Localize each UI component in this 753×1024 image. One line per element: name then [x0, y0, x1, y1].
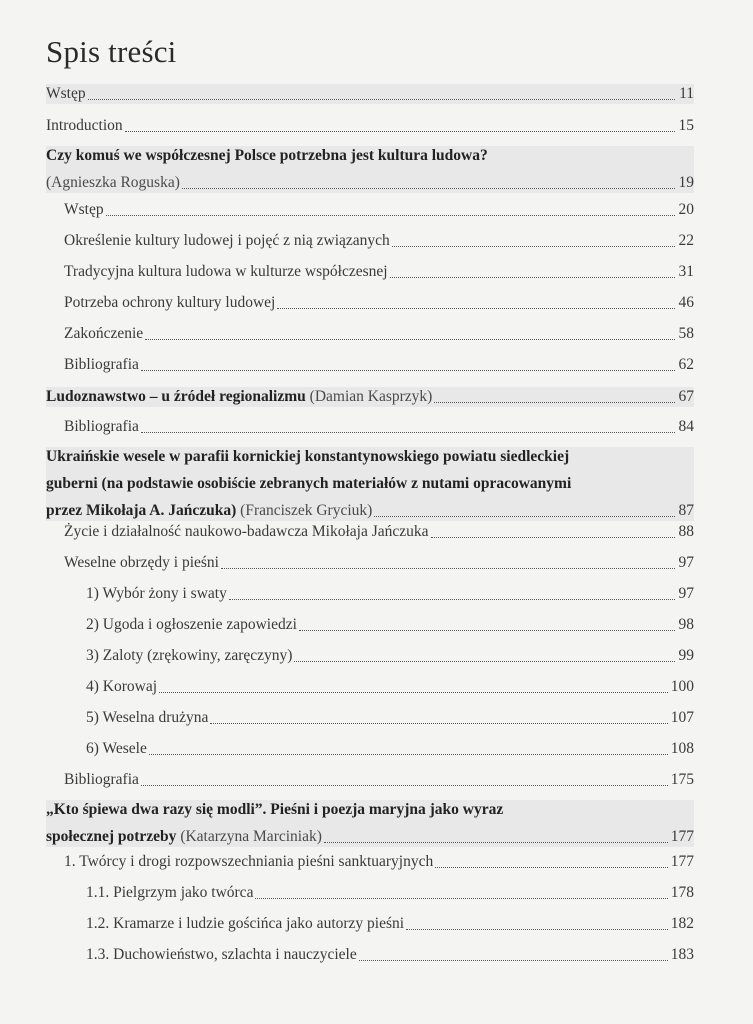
toc-entry-label: Zakończenie	[64, 325, 144, 342]
toc-page-number: 97	[678, 585, 694, 602]
toc-entry-row	[86, 883, 694, 903]
toc-entry-title-line: guberni (na podstawie osobiście zebranych materiałów z nutami opracowanymi	[46, 475, 572, 492]
toc-entry	[46, 84, 694, 104]
toc-entry	[46, 800, 694, 847]
toc-entry-author: (Damian Kasprzyk)	[309, 388, 433, 405]
dot-leader	[210, 713, 667, 724]
toc-entry	[46, 914, 694, 934]
toc-page-number: 177	[670, 828, 694, 845]
toc-entry-title	[46, 501, 372, 521]
toc-entry	[46, 770, 694, 790]
toc-entry-author: (Agnieszka Roguska)	[46, 174, 180, 191]
toc-entry-row	[64, 231, 694, 251]
toc-page-number: 31	[678, 263, 694, 280]
toc-entry-label: 5) Weselna drużyna	[86, 709, 209, 726]
dot-leader	[294, 651, 675, 662]
toc-entry-row	[64, 770, 694, 790]
toc-page-number: 20	[678, 201, 694, 218]
toc-entry-row	[46, 84, 694, 104]
toc-page-number: 19	[678, 174, 694, 191]
toc-entry-row	[64, 200, 694, 220]
toc-entry-label: Bibliografia	[64, 771, 139, 788]
toc-entry-row	[86, 677, 694, 697]
toc-entry	[46, 646, 694, 666]
dot-leader	[145, 329, 675, 340]
toc-entry-title	[46, 827, 322, 847]
dot-leader	[431, 527, 675, 538]
toc-entry	[46, 883, 694, 903]
toc-entry-row	[86, 646, 694, 666]
toc-entry-row	[86, 615, 694, 635]
toc-entry-title-text: społecznej potrzeby	[46, 828, 177, 845]
toc-entry-row	[86, 708, 694, 728]
dot-leader	[359, 950, 668, 961]
toc-page-number: 107	[670, 709, 694, 726]
dot-leader	[392, 236, 675, 247]
toc-entry-label: Życie i działalność naukowo-badawcza Mikołaja Jańczuka	[64, 523, 429, 540]
toc-entry-title-line: Czy komuś we współczesnej Polsce potrzebna jest kultura ludowa?	[46, 147, 488, 164]
toc-entry-label: Wstęp	[46, 85, 86, 102]
dot-leader	[141, 422, 675, 433]
toc-entry	[46, 116, 694, 136]
toc-entry	[46, 945, 694, 965]
toc-entry	[46, 200, 694, 220]
toc-entry-row	[64, 417, 694, 437]
dot-leader	[299, 620, 675, 631]
toc-entry	[46, 417, 694, 437]
toc-entry	[46, 852, 694, 872]
toc-entry-label: 1.1. Pielgrzym jako twórca	[86, 884, 254, 901]
dot-leader	[374, 506, 675, 517]
toc-entry-row	[64, 355, 694, 375]
dot-leader	[88, 89, 675, 100]
toc-entry-row	[64, 293, 694, 313]
toc-entry-row	[86, 945, 694, 965]
toc-page-number: 46	[678, 294, 694, 311]
dot-leader	[255, 888, 667, 899]
dot-leader	[324, 832, 668, 843]
toc-entry	[46, 324, 694, 344]
dot-leader	[125, 121, 675, 132]
toc-entry-row	[46, 827, 694, 847]
toc-entry-row	[64, 852, 694, 872]
dot-leader	[277, 298, 675, 309]
toc-entry	[46, 522, 694, 542]
toc-entry-title-line: „Kto śpiewa dwa razy się modli”. Pieśni i poezja maryjna jako wyraz	[46, 801, 504, 818]
toc-page-number: 175	[670, 771, 694, 788]
toc-page-number: 84	[678, 418, 694, 435]
toc-entry	[46, 677, 694, 697]
toc-entry-label: Potrzeba ochrony kultury ludowej	[64, 294, 276, 311]
toc-entry-row	[86, 914, 694, 934]
toc-page-number: 88	[678, 523, 694, 540]
toc-page-number: 67	[678, 388, 694, 405]
dot-leader	[229, 589, 675, 600]
toc-page-number: 62	[678, 356, 694, 373]
toc-entry	[46, 584, 694, 604]
dot-leader	[182, 178, 675, 189]
toc-entry-label: Określenie kultury ludowej i pojęć z nią związanych	[64, 232, 390, 249]
dot-leader	[390, 267, 675, 278]
toc-entry-author: (Franciszek Gryciuk)	[240, 502, 373, 519]
toc-page-number: 100	[670, 678, 694, 695]
toc-entry-title	[46, 173, 180, 193]
toc-entry	[46, 387, 694, 407]
toc-page-number: 182	[670, 915, 694, 932]
page-title: Spis treści	[46, 34, 177, 69]
dot-leader	[159, 682, 668, 693]
toc-page-number: 58	[678, 325, 694, 342]
toc-entry	[46, 739, 694, 759]
toc-entry	[46, 146, 694, 193]
toc-entry-row	[46, 116, 694, 136]
toc-entry	[46, 231, 694, 251]
toc-entry-title-line: Ukraińskie wesele w parafii kornickiej konstantynowskiego powiatu siedleckiej	[46, 448, 570, 465]
toc-entry-row	[64, 262, 694, 282]
dot-leader	[141, 360, 675, 371]
toc-entry-label: Wstęp	[64, 201, 104, 218]
toc-entry-label: 1.2. Kramarze i ludzie gościńca jako autorzy pieśni	[86, 915, 405, 932]
toc-entry	[46, 615, 694, 635]
toc-entry-label: Introduction	[46, 117, 123, 134]
dot-leader	[106, 205, 675, 216]
toc-page-number: 97	[678, 554, 694, 571]
toc-entry-title-text: Ludoznawstwo – u źródeł regionalizmu	[46, 388, 306, 405]
toc-entry	[46, 447, 694, 521]
toc-page-number: 177	[670, 853, 694, 870]
toc-entry-label: Bibliografia	[64, 356, 139, 373]
toc-entry-label: 3) Zaloty (zrękowiny, zaręczyny)	[86, 647, 293, 664]
toc-entry-label: 6) Wesele	[86, 740, 147, 757]
dot-leader	[434, 392, 675, 403]
toc-page-number: 11	[679, 85, 694, 102]
toc-entry-label: Tradycyjna kultura ludowa w kulturze współczesnej	[64, 263, 388, 280]
toc-entry-row	[64, 553, 694, 573]
toc-page-number: 99	[678, 647, 694, 664]
toc-entry-row	[46, 501, 694, 521]
toc-entry-label: 4) Korowaj	[86, 678, 158, 695]
dot-leader	[406, 919, 668, 930]
toc-entry	[46, 355, 694, 375]
toc-entry	[46, 293, 694, 313]
toc-entry-row	[64, 522, 694, 542]
toc-entry-label: 1. Twórcy i drogi rozpowszechniania pieśni sanktuaryjnych	[64, 853, 434, 870]
toc-entry-label: 1.3. Duchowieństwo, szlachta i nauczyciele	[86, 946, 357, 963]
toc-entry-row	[64, 324, 694, 344]
toc-entry-label: Bibliografia	[64, 418, 139, 435]
toc-entry-author: (Katarzyna Marciniak)	[180, 828, 322, 845]
toc-page-number: 87	[678, 502, 694, 519]
toc-entry	[46, 708, 694, 728]
toc-entry-row	[86, 739, 694, 759]
dot-leader	[149, 744, 668, 755]
toc-entry-label: 2) Ugoda i ogłoszenie zapowiedzi	[86, 616, 297, 633]
dot-leader	[221, 558, 675, 569]
toc-page-number: 178	[670, 884, 694, 901]
toc-entry-label: 1) Wybór żony i swaty	[86, 585, 227, 602]
toc-page-number: 98	[678, 616, 694, 633]
toc-entry-row	[46, 173, 694, 193]
toc-entry-row	[46, 387, 694, 407]
toc-page-number: 22	[678, 232, 694, 249]
dot-leader	[141, 775, 668, 786]
toc-page-number: 183	[670, 946, 694, 963]
toc-page-number: 15	[678, 117, 694, 134]
toc-entry-label: Weselne obrzędy i pieśni	[64, 554, 219, 571]
toc-entry-row	[86, 584, 694, 604]
toc-entry-title-text: przez Mikołaja A. Jańczuka)	[46, 502, 237, 519]
toc-entry-title	[46, 387, 432, 407]
toc-entry	[46, 553, 694, 573]
dot-leader	[435, 857, 668, 868]
toc-entry	[46, 262, 694, 282]
toc-page-number: 108	[670, 740, 694, 757]
